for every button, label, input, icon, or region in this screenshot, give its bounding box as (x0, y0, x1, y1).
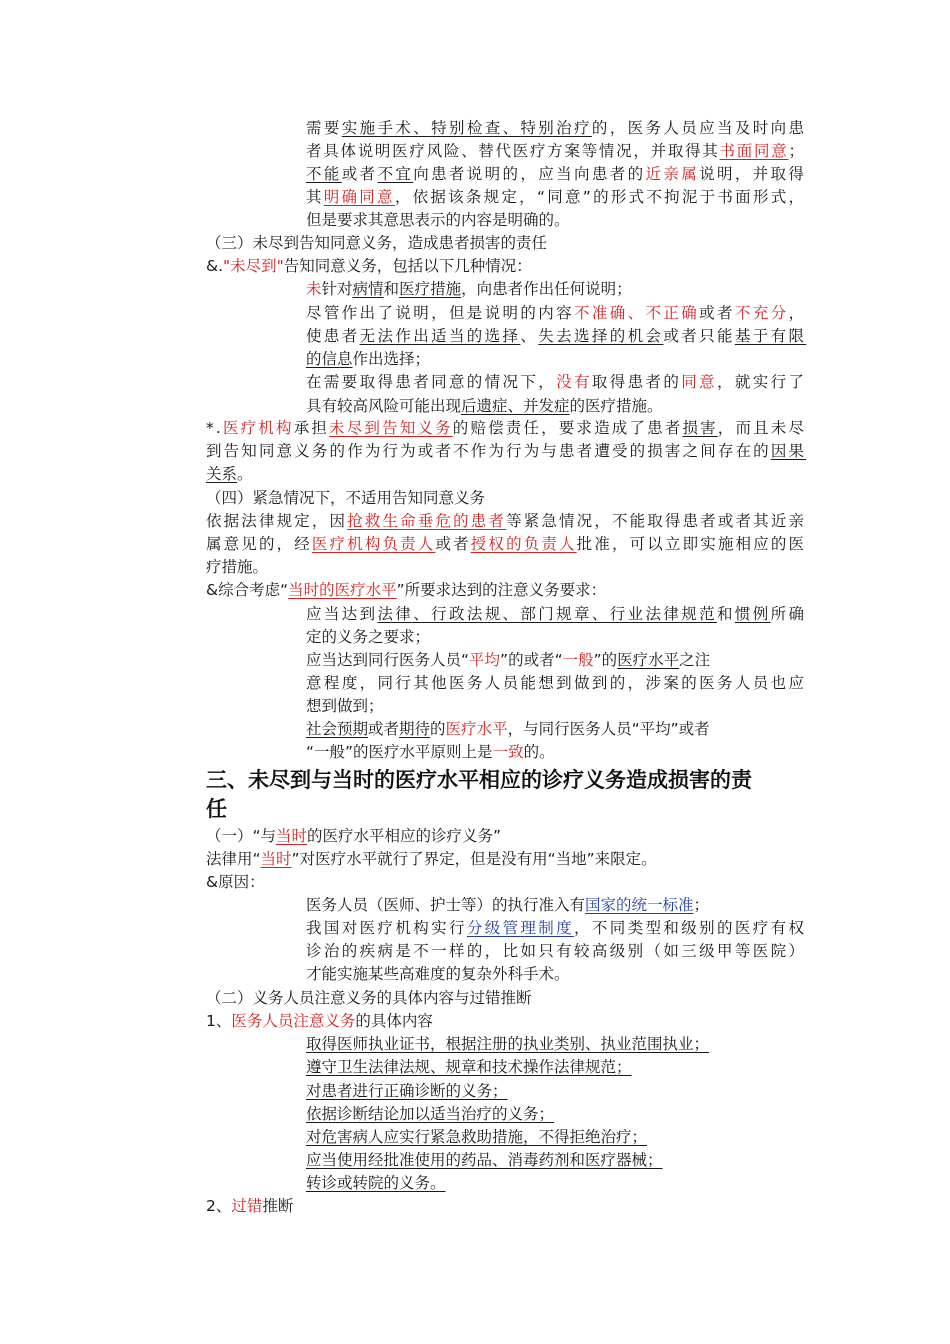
text-run: 应当达到 (306, 605, 378, 623)
text-run: 想到做到； (306, 697, 384, 715)
text-run: 作出选择； (352, 350, 431, 368)
paragraph-line (206, 871, 265, 893)
text-run: 疗措施。 (206, 558, 269, 576)
list-item-line (306, 1172, 446, 1194)
text-run: 或者只能 (663, 327, 735, 345)
text-run: ”所要求达到的注意义务要求： (396, 581, 607, 599)
text-run: 取得患者的 (591, 373, 682, 391)
text-run: 承担 (293, 419, 330, 437)
text-run: 才能实施某些高难度的复杂外科手术。 (306, 965, 570, 983)
list-item-line (306, 963, 570, 985)
text-run: （四）紧急情况下，不适用告知同意义务 (206, 489, 486, 507)
highlight-text: 平均 (469, 651, 501, 669)
text-run: 实施手术、特别检查、特别治疗 (341, 119, 592, 137)
paragraph-line (206, 440, 806, 462)
emphasis-text: 分级管理制度 (466, 919, 575, 937)
paragraph-line (206, 1195, 293, 1217)
text-run: ，向患者作出任何说明； (461, 280, 632, 298)
paragraph-line (206, 510, 806, 532)
text-run: 损害 (682, 419, 718, 437)
text-run: 。 (237, 465, 253, 483)
text-run: 2、 (206, 1197, 232, 1215)
text-run: 的 (430, 720, 446, 738)
paragraph-line (206, 848, 657, 870)
paragraph-line (206, 255, 532, 277)
highlight-text: 一般 (562, 651, 594, 669)
text-run: 具有较高风险可能出现 (306, 397, 462, 415)
text-run: 因果 (770, 442, 807, 460)
text-run: ”对医疗水平就行了界定，但是没有用“当地”来限定。 (291, 850, 657, 868)
highlight-text: 抢救生命垂危的患者 (347, 512, 507, 530)
list-item-line (306, 741, 555, 763)
text-run: 说明，并取得 (699, 165, 807, 183)
section-heading-line (206, 794, 227, 824)
highlight-text: 书面同意 (719, 142, 789, 160)
text-run: 法律、行政法规、部门规章、行业法律规范 (377, 605, 717, 623)
text-run: 或者 (699, 304, 735, 322)
text-run: 不能 (306, 165, 342, 183)
highlight-text: 没有 (556, 373, 592, 391)
paragraph-line (206, 579, 606, 601)
list-item-line (306, 1149, 663, 1171)
text-run: ”的 (593, 651, 618, 669)
highlight-text: 过错 (231, 1197, 263, 1215)
text-run: &. (206, 257, 224, 275)
text-run: 遵守卫生法律法规、规章和技术操作法律规范； (306, 1058, 632, 1076)
text-run: 依据诊断结论加以适当治疗的义务； (306, 1105, 555, 1123)
list-item-line (306, 718, 710, 740)
text-run: 不宜 (377, 165, 414, 183)
paragraph-line (206, 987, 532, 1009)
text-run: ， (788, 304, 807, 322)
text-run: *. (206, 419, 224, 437)
text-run: 诊治的疾病是不一样的，比如只有较高级别（如三级甲等医院） (306, 942, 807, 960)
text-run: 1、 (206, 1012, 232, 1030)
text-run: 后遗症、并发症 (461, 397, 570, 415)
paragraph-line (206, 232, 547, 254)
text-run: 尽管作出了说明，但是说明的内容 (306, 304, 575, 322)
list-item-line (306, 371, 806, 393)
list-item-line (306, 186, 806, 208)
text-run: ，就实行了 (717, 373, 807, 391)
text-run: 的具体内容 (355, 1012, 433, 1030)
text-run: &综合考虑“ (206, 581, 289, 599)
text-run: 或者 (368, 720, 400, 738)
text-run: 的信息 (306, 350, 353, 368)
list-item-line (306, 626, 430, 648)
list-item-line (306, 603, 806, 625)
list-item-line (306, 278, 632, 300)
text-run: 基于有限 (734, 327, 807, 345)
list-item-line (306, 940, 806, 962)
text-run: 病情 (352, 280, 384, 298)
text-run: 意程度，同行其他医务人员能想到做到的，涉案的医务人员也应 (306, 674, 807, 692)
text-run: 的。 (523, 743, 555, 761)
text-run: 转诊或转院的义务。 (306, 1174, 446, 1192)
highlight-text: 一致 (492, 743, 524, 761)
text-run: 或者 (435, 535, 471, 553)
text-run: （一）“与 (206, 827, 277, 845)
list-item-line (306, 395, 663, 417)
list-item-line (306, 325, 806, 347)
text-run: 我国对医疗机构实行 (306, 919, 467, 937)
text-run: 取得医师执业证书，根据注册的执业类别、执业范围执业； (306, 1035, 710, 1053)
highlight-text: 当时的医疗水平 (288, 581, 397, 599)
text-run: 者具体说明医疗风险、替代医疗方案等情况，并取得其 (306, 142, 720, 160)
paragraph-line (206, 533, 806, 555)
text-run: 需要 (306, 119, 342, 137)
text-run: 其 (306, 188, 324, 206)
list-item-line (306, 302, 806, 324)
text-run: 和 (716, 605, 735, 623)
text-run: 或者 (341, 165, 378, 183)
text-run: 对患者进行正确诊断的义务； (306, 1082, 508, 1100)
text-run: 法律用“ (206, 850, 261, 868)
text-run: （三）未尽到告知同意义务，造成患者损害的责任 (206, 234, 548, 252)
section-heading-line (206, 765, 752, 795)
text-run: 三、未尽到与当时的医疗水平相应的诊疗义务造成损害的责 (206, 768, 752, 792)
text-run: 和 (383, 280, 400, 298)
highlight-text: 未 (306, 280, 322, 298)
list-item-line (306, 163, 806, 185)
text-run: 无法作出适当的选择 (359, 327, 521, 345)
list-item-line (306, 1033, 709, 1055)
highlight-text: 不充分 (734, 304, 789, 322)
text-run: ； (693, 896, 710, 914)
paragraph-line (206, 556, 268, 578)
text-run: 期待 (399, 720, 431, 738)
text-run: 、 (520, 327, 539, 345)
list-item-line (306, 1056, 632, 1078)
text-run: “一般”的医疗水平原则上是 (306, 743, 493, 761)
highlight-text: 同意 (681, 373, 717, 391)
highlight-text: 当时 (260, 850, 292, 868)
list-item-line (306, 672, 806, 694)
text-run: ，不同类型和级别的医疗有权 (574, 919, 807, 937)
text-run: &原因： (206, 873, 265, 891)
paragraph-line (206, 825, 501, 847)
text-run: ，与同行医务人员“平均”或者 (507, 720, 710, 738)
highlight-text: 医疗机构 (223, 419, 294, 437)
text-run: 向患者说明的，应当向患者的 (413, 165, 646, 183)
text-run: 医疗水平 (617, 651, 680, 669)
list-item-line (306, 117, 806, 139)
text-run: ”的或者“ (500, 651, 563, 669)
text-run: 惯例 (734, 605, 771, 623)
text-run: 失去选择的机会 (538, 327, 664, 345)
text-run: 医务人员（医师、护士等）的执行准入有 (306, 896, 586, 914)
paragraph-line (206, 417, 806, 439)
highlight-text: 未尽到告知义务 (329, 419, 453, 437)
list-item-line (306, 1103, 554, 1125)
text-run: 告知同意义务，包括以下几种情况： (283, 257, 532, 275)
text-run: 任 (206, 797, 227, 821)
list-item-line (306, 140, 806, 162)
text-run: 关系 (206, 465, 238, 483)
text-run: 的赔偿责任，要求造成了患者 (452, 419, 683, 437)
highlight-text: 医务人员注意义务 (231, 1012, 356, 1030)
paragraph-line (206, 1010, 433, 1032)
text-run: 但是要求其意思表示的内容是明确的。 (306, 211, 570, 229)
highlight-text: 医疗机构负责人 (311, 535, 436, 553)
text-run: 应当达到同行医务人员“ (306, 651, 470, 669)
text-run: 推断 (262, 1197, 294, 1215)
text-run: 等紧急情况，不能取得患者或者其近亲 (506, 512, 807, 530)
text-run: 应当使用经批准使用的药品、消毒药剂和医疗器械； (306, 1151, 663, 1169)
text-run: 所确 (770, 605, 807, 623)
text-run: 定的义务之要求； (306, 628, 431, 646)
text-run: （二）义务人员注意义务的具体内容与过错推断 (206, 989, 532, 1007)
highlight-text: "未尽到" (223, 257, 284, 275)
text-run: 属意见的，经 (206, 535, 312, 553)
highlight-text: 医疗水平 (445, 720, 508, 738)
emphasis-text: 国家的统一标准 (585, 896, 694, 914)
highlight-text: 授权的负责人 (470, 535, 577, 553)
text-run: 之注 (679, 651, 711, 669)
list-item-line (306, 209, 570, 231)
highlight-text: 近亲属 (645, 165, 700, 183)
text-run: 医疗措施 (399, 280, 462, 298)
list-item-line (306, 1126, 647, 1148)
highlight-text: 不准确、不正确 (574, 304, 700, 322)
text-run: 的，医务人员应当及时向患 (591, 119, 807, 137)
text-run: ，而且未尽 (717, 419, 807, 437)
highlight-text: 明确同意 (323, 188, 395, 206)
text-run: 的医疗措施。 (569, 397, 663, 415)
list-item-line (306, 894, 709, 916)
list-item-line (306, 695, 384, 717)
list-item-line (306, 917, 806, 939)
text-run: 批准，可以立即实施相应的医 (576, 535, 807, 553)
text-run: ； (788, 142, 806, 160)
list-item-line (306, 1080, 508, 1102)
list-item-line (306, 649, 710, 671)
text-run: 在需要取得患者同意的情况下， (306, 373, 557, 391)
text-run: 到告知同意义务的作为行为或者不作为行为与患者遭受的损害之间存在的 (206, 442, 771, 460)
paragraph-line (206, 463, 253, 485)
text-run: 使患者 (306, 327, 360, 345)
text-run: 针对 (321, 280, 353, 298)
text-run: ，依据该条规定，“同意”的形式不拘泥于书面形式， (394, 188, 807, 206)
paragraph-line (206, 487, 485, 509)
list-item-line (306, 348, 430, 370)
text-run: 对危害病人应实行紧急救助措施，不得拒绝治疗； (306, 1128, 648, 1146)
text-run: 依据法律规定，因 (206, 512, 348, 530)
text-run: 的医疗水平相应的诊疗义务” (307, 827, 502, 845)
highlight-text: 当时 (276, 827, 308, 845)
text-run: 社会预期 (306, 720, 369, 738)
